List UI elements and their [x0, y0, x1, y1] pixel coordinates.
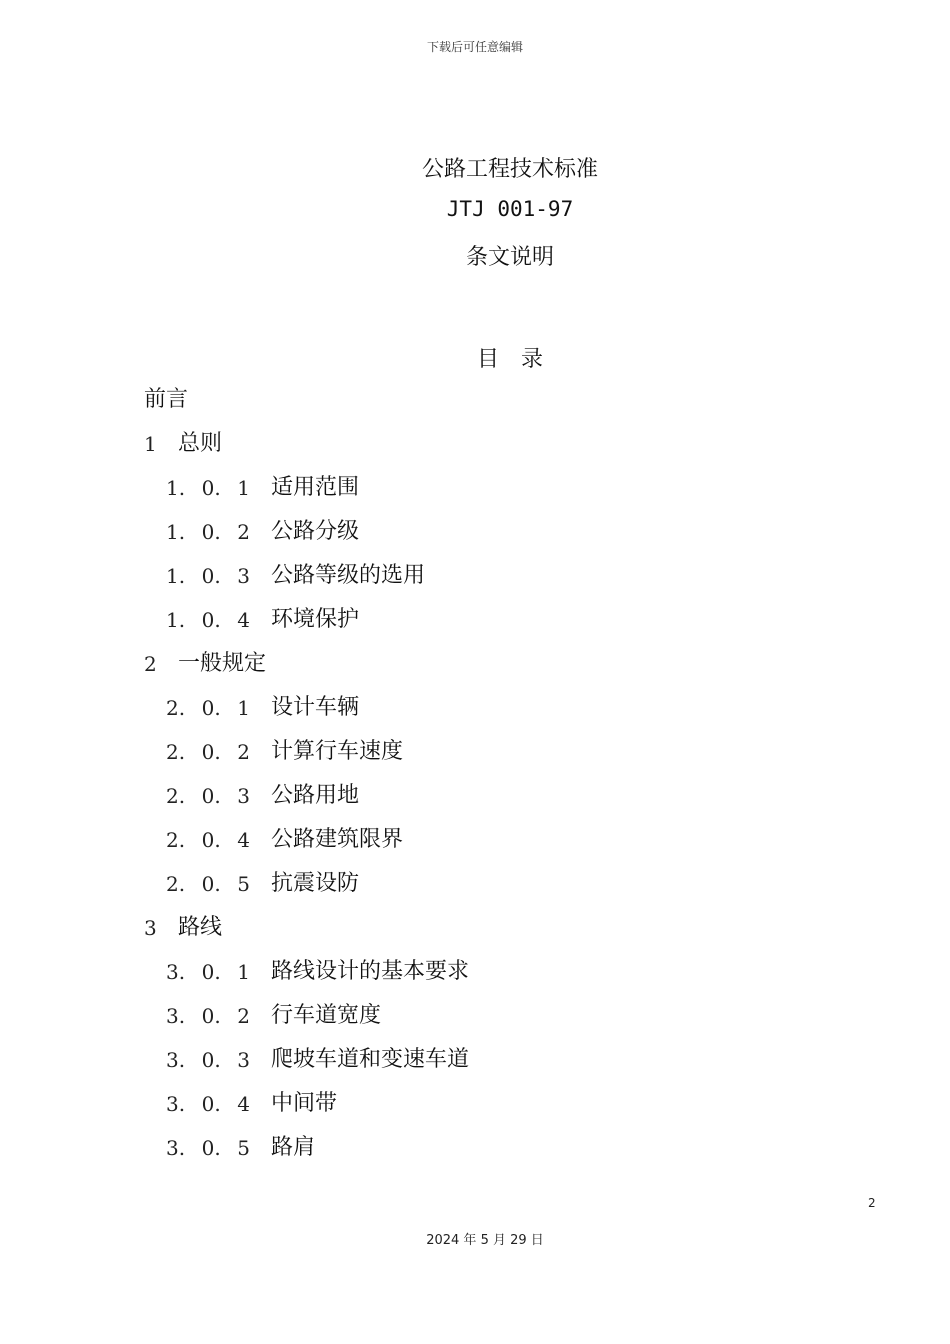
toc-entry-number [166, 778, 250, 814]
toc-number-part: 3. [166, 1092, 186, 1116]
toc-entry-number [166, 1086, 250, 1122]
footer-date: 2024 年 5 月 29 日 [426, 1233, 544, 1248]
document-title: 公路工程技术标准 [421, 157, 598, 182]
toc-number-part: 2 [237, 1004, 250, 1028]
toc-number-part: 4 [237, 608, 250, 632]
toc-entry-number: 1 [144, 432, 157, 456]
toc-entry-number: 2 [144, 652, 157, 676]
toc-entry-number [166, 602, 250, 638]
toc-heading-right: 录 [521, 347, 544, 372]
toc-number-part: 0. [201, 696, 221, 720]
toc-number-part: 3. [166, 960, 186, 984]
toc-entry-title: 路线 [178, 915, 223, 940]
toc-entry-number [166, 558, 250, 594]
toc-entry-title: 爬坡车道和变速车道 [271, 1047, 470, 1072]
toc-number-part: 2. [166, 784, 186, 808]
toc-number-part: 3. [166, 1004, 186, 1028]
toc-number-part: 0. [201, 960, 221, 984]
toc-number-part: 3. [166, 1048, 186, 1072]
toc-entry-title: 中间带 [271, 1091, 338, 1116]
toc-entry-number [166, 1042, 250, 1078]
toc-entry-number: 3 [144, 916, 157, 940]
toc-entry-title: 抗震设防 [271, 871, 360, 896]
standard-code: JTJ 001-97 [446, 197, 574, 221]
toc-heading [0, 342, 950, 373]
toc-number-part: 0. [201, 740, 221, 764]
toc-number-part: 1 [237, 476, 250, 500]
toc-entry-title: 路肩 [271, 1135, 316, 1160]
toc-number-part: 1 [237, 696, 250, 720]
toc-number-part: 0. [201, 608, 221, 632]
toc-entry-number [166, 470, 250, 506]
toc-entry-number [166, 998, 250, 1034]
toc-number-part: 2. [166, 696, 186, 720]
toc-number-part: 1. [166, 476, 186, 500]
page-header: 下载后可任意编辑 [426, 40, 523, 54]
toc-number-part: 0. [201, 872, 221, 896]
toc-number-part: 4 [237, 828, 250, 852]
toc-number-part: 1 [237, 960, 250, 984]
toc-entry-number [166, 514, 250, 550]
toc-number-part: 2. [166, 872, 186, 896]
toc-entry-title: 适用范围 [271, 475, 360, 500]
toc-number-part: 1. [166, 564, 186, 588]
toc-number-part: 3 [237, 1048, 250, 1072]
toc-number-part: 0. [201, 1092, 221, 1116]
toc-number-part: 0. [201, 564, 221, 588]
page-number: 2 [868, 1196, 876, 1210]
toc-number-part: 3 [237, 784, 250, 808]
toc-entry-title: 前言 [144, 387, 189, 412]
toc-number-part: 5 [237, 872, 250, 896]
toc-number-part: 4 [237, 1092, 250, 1116]
toc-number-part: 3 [237, 564, 250, 588]
toc-number-part: 5 [237, 1136, 250, 1160]
toc-number-part: 2 [237, 740, 250, 764]
toc-number-part: 0. [201, 1136, 221, 1160]
toc-number-part: 0. [201, 520, 221, 544]
toc-number-part: 3. [166, 1136, 186, 1160]
toc-entry-number [166, 822, 250, 858]
toc-number-part: 0. [201, 476, 221, 500]
toc-entry-title: 公路用地 [271, 783, 360, 808]
toc-entry-title: 路线设计的基本要求 [271, 959, 470, 984]
toc-number-part: 2. [166, 740, 186, 764]
toc-entry-title: 计算行车速度 [271, 739, 404, 764]
toc-entry-title: 行车道宽度 [271, 1003, 382, 1028]
toc-entry-title: 公路分级 [271, 519, 360, 544]
toc-number-part: 0. [201, 784, 221, 808]
toc-entry-number [166, 866, 250, 902]
toc-heading-left: 目 [476, 347, 499, 372]
toc-entry-number [166, 734, 250, 770]
toc-entry-title: 一般规定 [178, 651, 267, 676]
toc-entry-number [166, 954, 250, 990]
toc-number-part: 0. [201, 1004, 221, 1028]
toc-entry-title: 环境保护 [271, 607, 360, 632]
toc-number-part: 0. [201, 828, 221, 852]
toc-entry-title: 公路建筑限界 [271, 827, 404, 852]
toc-number-part: 2 [237, 520, 250, 544]
toc-entry-title: 总则 [178, 431, 223, 456]
toc-number-part: 2. [166, 828, 186, 852]
toc-number-part: 1. [166, 608, 186, 632]
toc-entry-number [166, 690, 250, 726]
toc-number-part: 1. [166, 520, 186, 544]
toc-entry-title: 设计车辆 [271, 695, 360, 720]
document-subtitle: 条文说明 [465, 245, 554, 270]
toc-entry-title: 公路等级的选用 [271, 563, 426, 588]
toc-entry-number [166, 1130, 250, 1166]
toc-number-part: 0. [201, 1048, 221, 1072]
